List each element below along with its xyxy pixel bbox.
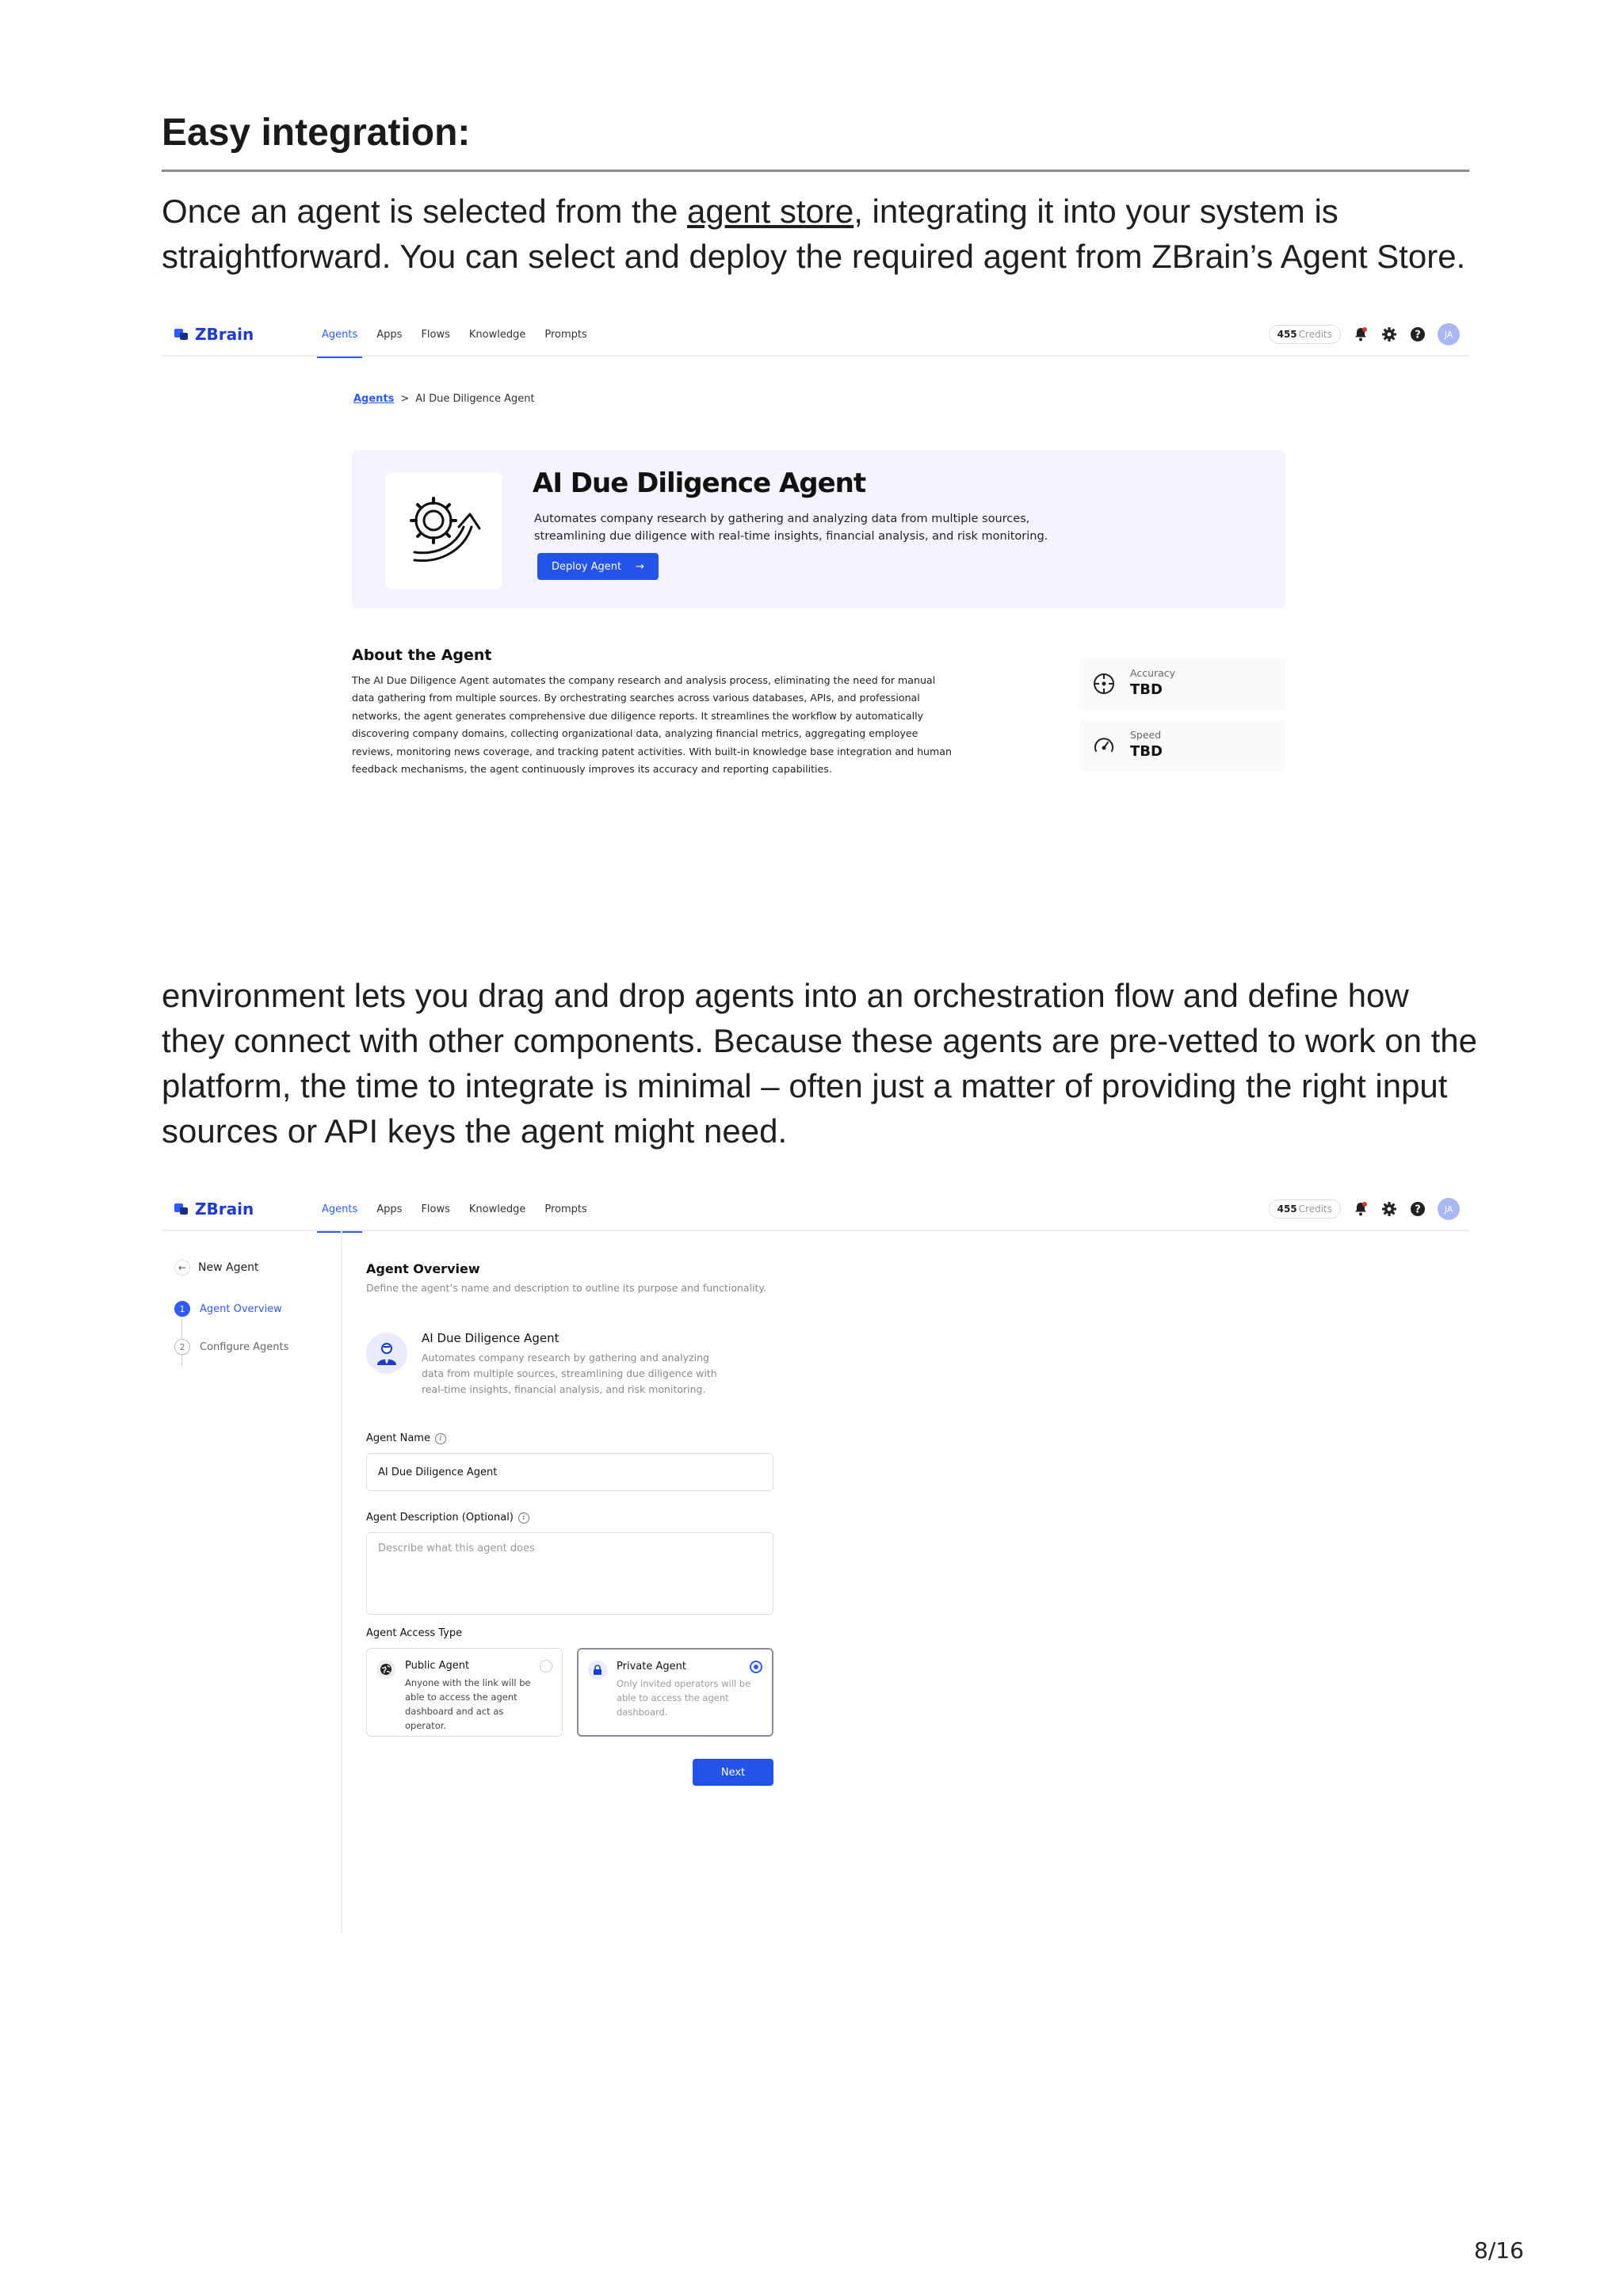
globe-icon <box>376 1660 395 1679</box>
form-subtitle: Define the agent’s name and description to outline its purpose and functionality. <box>366 1282 767 1294</box>
public-agent-title: Public Agent <box>405 1660 470 1672</box>
agent-detail-screenshot <box>162 314 1469 805</box>
public-agent-option[interactable] <box>366 1648 563 1737</box>
breadcrumb-separator: > <box>400 393 410 405</box>
step-number: 1 <box>174 1301 190 1317</box>
logo-icon <box>174 1203 189 1215</box>
form-title: Agent Overview <box>366 1261 480 1276</box>
back-to-agents[interactable] <box>174 1260 258 1276</box>
nav-agents[interactable]: Agents <box>312 314 367 357</box>
agent-description-label <box>366 1512 529 1524</box>
credits-badge[interactable] <box>1269 1199 1341 1219</box>
credits-badge[interactable] <box>1269 325 1341 344</box>
nav-knowledge[interactable]: Knowledge <box>468 329 526 341</box>
arrow-left-icon: ← <box>174 1260 190 1276</box>
target-icon <box>1092 672 1116 696</box>
about-heading: About the Agent <box>352 646 492 664</box>
public-agent-radio[interactable] <box>540 1660 552 1672</box>
page-number: 8/16 <box>1474 2237 1524 2264</box>
nav-prompts[interactable]: Prompts <box>544 329 587 341</box>
logo-icon <box>174 329 189 340</box>
help-icon[interactable] <box>1409 326 1426 343</box>
new-agent-screenshot <box>162 1188 1469 1933</box>
nav-apps[interactable]: Apps <box>376 329 403 341</box>
person-icon <box>366 1333 407 1374</box>
intro-paragraph <box>162 189 1477 279</box>
public-agent-description: Anyone with the link will be able to access the agent dashboard and act as operator. <box>405 1677 531 1731</box>
nav-apps[interactable]: Apps <box>376 1203 403 1215</box>
agent-description-label-text: Agent Description (Optional) <box>366 1512 514 1524</box>
step-number: 2 <box>174 1339 190 1355</box>
agent-name-label <box>366 1432 446 1444</box>
about-text: The AI Due Diligence Agent automates the company research and analysis process, eliminating the need for manual data gathering from multiple sources. By orchestrating searches across various databases, APIs, and professional networks, the agent generates comprehensive due diligence reports. It streamlines the workflow by automatically discovering company domains, collecting organizational data, analyzing financial metrics, aggregating employee reviews, monitoring news coverage, and tracking patent activities. With built-in knowledge base integration and human feedback mechanisms, the agent continuously improves its accuracy and reporting capabilities. <box>352 674 953 776</box>
private-agent-option[interactable] <box>577 1648 773 1737</box>
user-avatar[interactable]: JA <box>1438 323 1460 345</box>
intro-text-end: , integrating it into your system is straightforward. You can select and deploy the required agent from ZBrain’s Agent Store. <box>162 193 1466 275</box>
credits-value: 455 <box>1277 329 1297 340</box>
info-icon[interactable]: i <box>518 1512 529 1524</box>
next-button[interactable]: Next <box>693 1759 773 1786</box>
speedometer-icon <box>1092 734 1116 757</box>
help-icon[interactable] <box>1409 1200 1426 1218</box>
deploy-agent-button[interactable] <box>537 553 659 580</box>
svg-text:?: ? <box>1415 329 1421 341</box>
agent-description: Automates company research by gathering and analyzing data from multiple sources, streamlining due diligence with real-time insights, financial analysis, and risk monitoring. <box>534 513 1048 543</box>
agent-description-input[interactable] <box>366 1532 773 1615</box>
top-nav <box>162 1188 1469 1231</box>
svg-text:?: ? <box>1415 1203 1421 1216</box>
nav-actions <box>1269 323 1460 345</box>
accuracy-value: TBD <box>1130 681 1163 698</box>
zbrain-logo[interactable] <box>174 1199 254 1219</box>
nav-knowledge[interactable]: Knowledge <box>468 1203 526 1215</box>
agent-title: AI Due Diligence Agent <box>533 467 866 499</box>
bell-icon[interactable] <box>1352 1200 1369 1218</box>
user-avatar[interactable]: JA <box>1438 1198 1460 1220</box>
info-icon[interactable]: i <box>435 1433 446 1444</box>
private-agent-title: Private Agent <box>617 1661 686 1672</box>
nav-links <box>312 1188 597 1231</box>
private-agent-description: Only invited operators will be able to access the agent dashboard. <box>617 1678 751 1718</box>
step-label: Configure Agents <box>200 1341 289 1353</box>
step-agent-overview[interactable] <box>174 1299 288 1318</box>
private-agent-radio[interactable] <box>750 1661 762 1673</box>
lock-icon <box>588 1661 607 1680</box>
body-paragraph: environment lets you drag and drop agents into an orchestration flow and define how they connect with other components. Because these agents are pre-vetted to work on the platform, the time to integrate is minimal – often just a matter of providing the right input sources or API keys the agent might need. <box>162 977 1477 1150</box>
wizard-sidebar <box>162 1231 342 1933</box>
nav-flows[interactable]: Flows <box>421 329 450 341</box>
breadcrumb-current: AI Due Diligence Agent <box>415 393 535 405</box>
logo-text: ZBrain <box>195 325 254 344</box>
speed-card <box>1079 719 1285 772</box>
breadcrumb <box>353 393 535 405</box>
step-label: Agent Overview <box>200 1302 282 1315</box>
nav-links <box>312 314 597 357</box>
top-nav <box>162 314 1469 357</box>
new-agent-label: New Agent <box>198 1261 259 1274</box>
agent-store-link[interactable]: agent store <box>687 193 854 230</box>
logo-text: ZBrain <box>195 1199 254 1219</box>
nav-flows[interactable]: Flows <box>421 1203 450 1215</box>
accuracy-label: Accuracy <box>1130 667 1176 679</box>
access-type-label: Agent Access Type <box>366 1627 463 1639</box>
breadcrumb-agents-link[interactable]: Agents <box>353 393 395 405</box>
gear-arrow-icon <box>385 472 502 589</box>
nav-agents[interactable]: Agents <box>312 1188 367 1231</box>
gear-icon[interactable] <box>1381 326 1398 343</box>
credits-value: 455 <box>1277 1203 1297 1215</box>
nav-actions <box>1269 1198 1460 1220</box>
gear-icon[interactable] <box>1381 1200 1398 1218</box>
nav-prompts[interactable]: Prompts <box>544 1203 587 1215</box>
agent-hero-card <box>352 450 1285 608</box>
deploy-label: Deploy Agent <box>552 560 622 573</box>
speed-label: Speed <box>1130 729 1162 741</box>
credits-label: Credits <box>1298 1203 1332 1215</box>
arrow-right-icon: → <box>636 560 645 573</box>
step-configure-agents[interactable] <box>174 1337 288 1356</box>
bell-icon[interactable] <box>1352 326 1369 343</box>
agent-name-label-text: Agent Name <box>366 1432 430 1444</box>
speed-value: TBD <box>1130 743 1163 760</box>
intro-text-start: Once an agent is selected from the <box>162 193 688 230</box>
agent-card-description: Automates company research by gathering and analyzing data from multiple sources, streamlining due diligence with real-time insights, financial analysis, and risk monitoring. <box>422 1352 717 1395</box>
accuracy-card <box>1079 658 1285 710</box>
credits-label: Credits <box>1298 329 1332 340</box>
zbrain-logo[interactable] <box>174 325 254 344</box>
agent-name-input[interactable] <box>366 1453 773 1491</box>
section-heading: Easy integration: <box>162 112 471 154</box>
heading-divider <box>162 170 1469 172</box>
wizard-steps <box>174 1299 288 1375</box>
agent-card-name: AI Due Diligence Agent <box>422 1331 559 1345</box>
